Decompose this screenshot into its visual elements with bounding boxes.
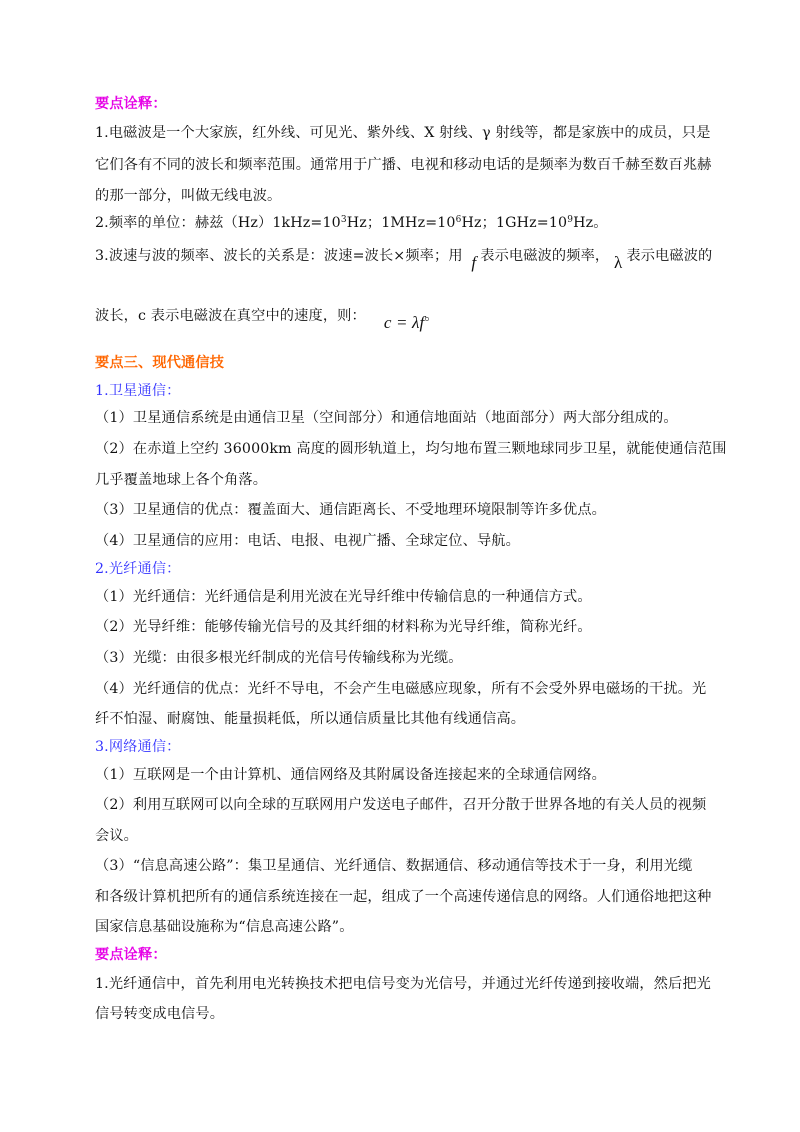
units-text-3: Hz；1GHz=10 xyxy=(461,215,568,231)
satellite-item-2-line-2: 几乎覆盖地球上各个角落。 xyxy=(95,472,268,488)
notes-heading-1: 要点诠释： xyxy=(95,96,167,112)
exponent-9: 9 xyxy=(567,215,574,225)
frequency-symbol: f xyxy=(471,253,477,272)
satellite-item-4: （4）卫星通信的应用：电话、电报、电视广播、全球定位、导航。 xyxy=(95,533,520,549)
final-paragraph-line-1: 1.光纤通信中，首先利用电光转换技术把电信号变为光信号，并通过光纤传递到接收端，然后把光 xyxy=(95,976,712,992)
satellite-item-2-line-1: （2）在赤道上空约 36000km 高度的圆形轨道上，均匀地布置三颗地球同步卫星，就能使通信范围 xyxy=(95,441,727,457)
units-text-2: Hz；1MHz=10 xyxy=(346,215,456,231)
p3-line2-end: 。 xyxy=(424,308,439,324)
fiber-item-2: （2）光导纤维：能够传输光信号的及其纤细的材料称为光导纤维，简称光纤。 xyxy=(95,619,592,635)
network-item-3-line-2: 和各级计算机把所有的通信系统连接在一起，组成了一个高速传递信息的网络。人们通俗地把这种 xyxy=(95,889,712,905)
fiber-item-4-line-1: （4）光纤通信的优点：光纤不导电，不会产生电磁感应现象，所有不会受外界电磁场的干扰。光 xyxy=(95,681,707,697)
p3-text-3: 表示电磁波的 xyxy=(626,248,713,264)
network-item-2-line-2: 会议。 xyxy=(95,828,139,844)
paragraph-3-line-2 xyxy=(95,305,710,332)
p3-line2-text: 波长，c 表示电磁波在真空中的速度，则： xyxy=(95,308,366,324)
exponent-3: 3 xyxy=(340,215,347,225)
satellite-item-3: （3）卫星通信的优点：覆盖面大、通信距离长、不受地理环境限制等许多优点。 xyxy=(95,502,606,518)
satellite-heading: 1.卫星通信： xyxy=(95,383,181,399)
notes-heading-2: 要点诠释： xyxy=(95,947,167,963)
p3-text-1: 3.波速与波的频率、波长的关系是：波速=波长×频率；用 xyxy=(95,248,463,264)
paragraph-1-line-1: 1.电磁波是一个大家族，红外线、可见光、紫外线、X 射线、γ 射线等，都是家族中的成员，只是 xyxy=(95,125,711,141)
exponent-6: 6 xyxy=(455,215,462,225)
wave-formula: c = λf xyxy=(383,313,425,332)
paragraph-3-line-1 xyxy=(95,245,713,272)
p3-text-2: 表示电磁波的频率， xyxy=(480,248,610,264)
paragraph-2-units xyxy=(95,213,710,233)
units-text-1: 2.频率的单位：赫兹（Hz）1kHz=10 xyxy=(95,215,341,231)
network-item-3-line-3: 国家信息基础设施称为“信息高速公路”。 xyxy=(95,919,354,935)
network-item-2-line-1: （2）利用互联网可以向全球的互联网用户发送电子邮件，召开分散于世界各地的有关人员的视频 xyxy=(95,797,707,813)
network-item-1: （1）互联网是一个由计算机、通信网络及其附属设备连接起来的全球通信网络。 xyxy=(95,767,606,783)
network-item-3-line-1: （3）“信息高速公路”：集卫星通信、光纤通信、数据通信、移动通信等技术于一身，利用光缆 xyxy=(95,858,693,874)
satellite-item-1: （1）卫星通信系统是由通信卫星（空间部分）和通信地面站（地面部分）两大部分组成的。 xyxy=(95,410,678,426)
paragraph-1-line-2: 它们各有不同的波长和频率范围。通常用于广播、电视和移动电话的是频率为数百千赫至数百兆赫 xyxy=(95,157,712,173)
network-heading: 3.网络通信： xyxy=(95,739,181,755)
fiber-heading: 2.光纤通信： xyxy=(95,561,181,577)
fiber-item-4-line-2: 纤不怕湿、耐腐蚀、能量损耗低，所以通信质量比其他有线通信高。 xyxy=(95,711,526,727)
paragraph-1-line-3: 的那一部分，叫做无线电波。 xyxy=(95,188,282,204)
wavelength-symbol: λ xyxy=(613,253,623,272)
units-text-4: Hz。 xyxy=(573,215,608,231)
fiber-item-1: （1）光纤通信：光纤通信是利用光波在光导纤维中传输信息的一种通信方式。 xyxy=(95,589,592,605)
section-3-heading: 要点三、现代通信技 xyxy=(95,355,225,371)
final-paragraph-line-2: 信号转变成电信号。 xyxy=(95,1006,225,1022)
fiber-item-3: （3）光缆：由很多根光纤制成的光信号传输线称为光缆。 xyxy=(95,650,463,666)
